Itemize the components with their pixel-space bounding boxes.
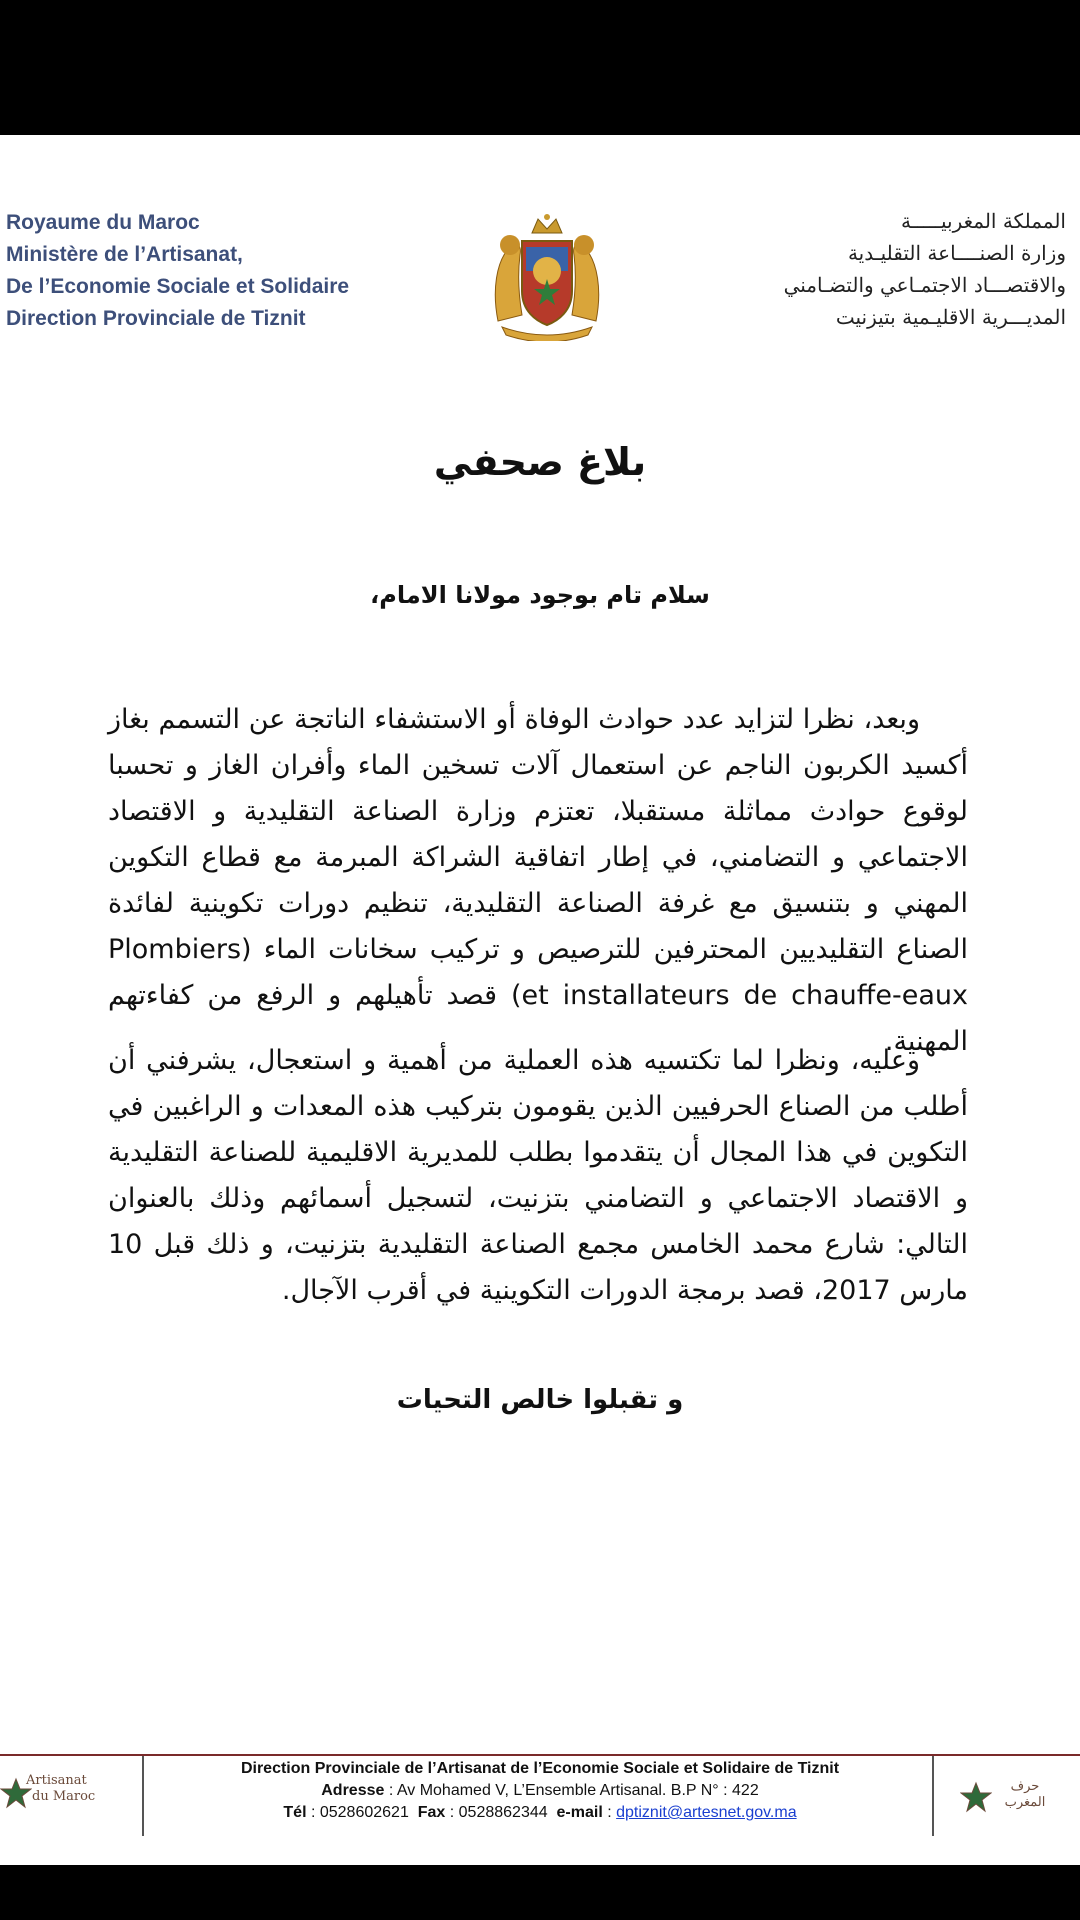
footer-address (150, 1780, 930, 1802)
footer-line1: Direction Provinciale de l’Artisanat de l’Economie Sociale et Solidaire de Tiznit (240, 1760, 840, 1777)
email-link[interactable]: dptiznit@artesnet.gov.ma (616, 1804, 797, 1821)
header-french (6, 207, 349, 335)
header-ar-line3: والاقتصـــاد الاجتمـاعي والتضـامني (783, 273, 1066, 297)
header-arabic (784, 205, 1066, 333)
greeting: سلام تام بوجود مولانا الامام، (370, 581, 710, 609)
header-fr-line2: Ministère de l’Artisanat, (6, 243, 243, 266)
tel-value: : 0528602621 (306, 1804, 418, 1821)
footer-contacts (150, 1802, 930, 1824)
star-icon (960, 1781, 992, 1813)
address-label: Adresse (321, 1782, 385, 1799)
fax-label: Fax (417, 1804, 446, 1821)
logo-right-text: حرف المغرب (1004, 1779, 1046, 1810)
logo-left-line1: Artisanat (26, 1773, 87, 1788)
header-fr-line4: Direction Provinciale de Tiznit (6, 307, 306, 330)
document-page (0, 135, 1080, 1865)
email-sep: : (602, 1804, 617, 1821)
footer-divider-right (932, 1756, 934, 1836)
address-value: : Av Mohamed V, L’Ensemble Artisanal. B.P N° : 422 (384, 1782, 759, 1799)
body-paragraph-2: وعليه، ونظرا لما تكتسيه هذه العملية من أهمية و استعجال، يشرفني أن أطلب من الصناع الحرفيين الذين يقومون بتركيب هذه المعدات و الراغبين في التكوين في هذا المجال أن يتقدموا بطلب للمديرية الاقليمية للصناعة التقليدية و الاقتصاد الاجتماعي و التضامني بتزنيت، لتسجيل أسمائهم وذلك بالعنوان التالي: شارع محمد الخامس مجمع الصناعة التقليدية بتزنيت، و ذلك قبل 10 مارس 2017، قصد برمجة الدورات التكوينية في أقرب الآجال. (108, 1045, 968, 1306)
hiraf-al-maghrib-logo (950, 1761, 1070, 1821)
header-ar-line4: المديـــرية الاقليـمية بتيزنيت (835, 305, 1066, 329)
email-label: e-mail (556, 1804, 603, 1821)
fax-value: : 0528862344 (445, 1804, 557, 1821)
document-title: بلاغ صحفي (433, 440, 647, 484)
logo-left-line2: du Maroc (32, 1789, 96, 1804)
body-paragraph-1: وبعد، نظرا لتزايد عدد حوادث الوفاة أو الاستشفاء الناتجة عن التسمم بغاز أكسيد الكربون الناجم عن استعمال آلات تسخين الماء وأفران الغاز و تحسبا لوقوع حوادث مماثلة مستقبلا، تعتزم وزارة الصناعة التقليدية و الاقتصاد الاجتماعي و التضامني، في إطار اتفاقية الشراكة المبرمة مع قطاع التكوين المهني و بتنسيق مع غرفة الصناعة التقليدية، تنظيم دورات تكوينية لفائدة الصناع التقليديين المحترفين للترصيص و تركيب سخانات الماء (Plombiers et installateurs de chauffe-eaux) قصد تأهيلهم و الرفع من كفاءتهم المهنية. (108, 704, 968, 1057)
artisanat-du-maroc-logo (0, 1761, 130, 1821)
closing-line: و تقبلوا خالص التحيات (396, 1385, 684, 1415)
header-fr-line3: De l’Economie Sociale et Solidaire (6, 275, 350, 298)
header-ar-line2: وزارة الصنــــاعة التقليـدية (847, 241, 1066, 265)
footer-divider-left (142, 1756, 144, 1836)
footer-contact (150, 1758, 930, 1824)
header-fr-line1: Royaume du Maroc (6, 211, 200, 234)
tel-label: Tél (283, 1804, 307, 1821)
footer-rule (0, 1754, 1080, 1756)
royal-emblem-icon (488, 211, 606, 341)
header-ar-line1: المملكة المغربيـــــة (900, 209, 1066, 233)
